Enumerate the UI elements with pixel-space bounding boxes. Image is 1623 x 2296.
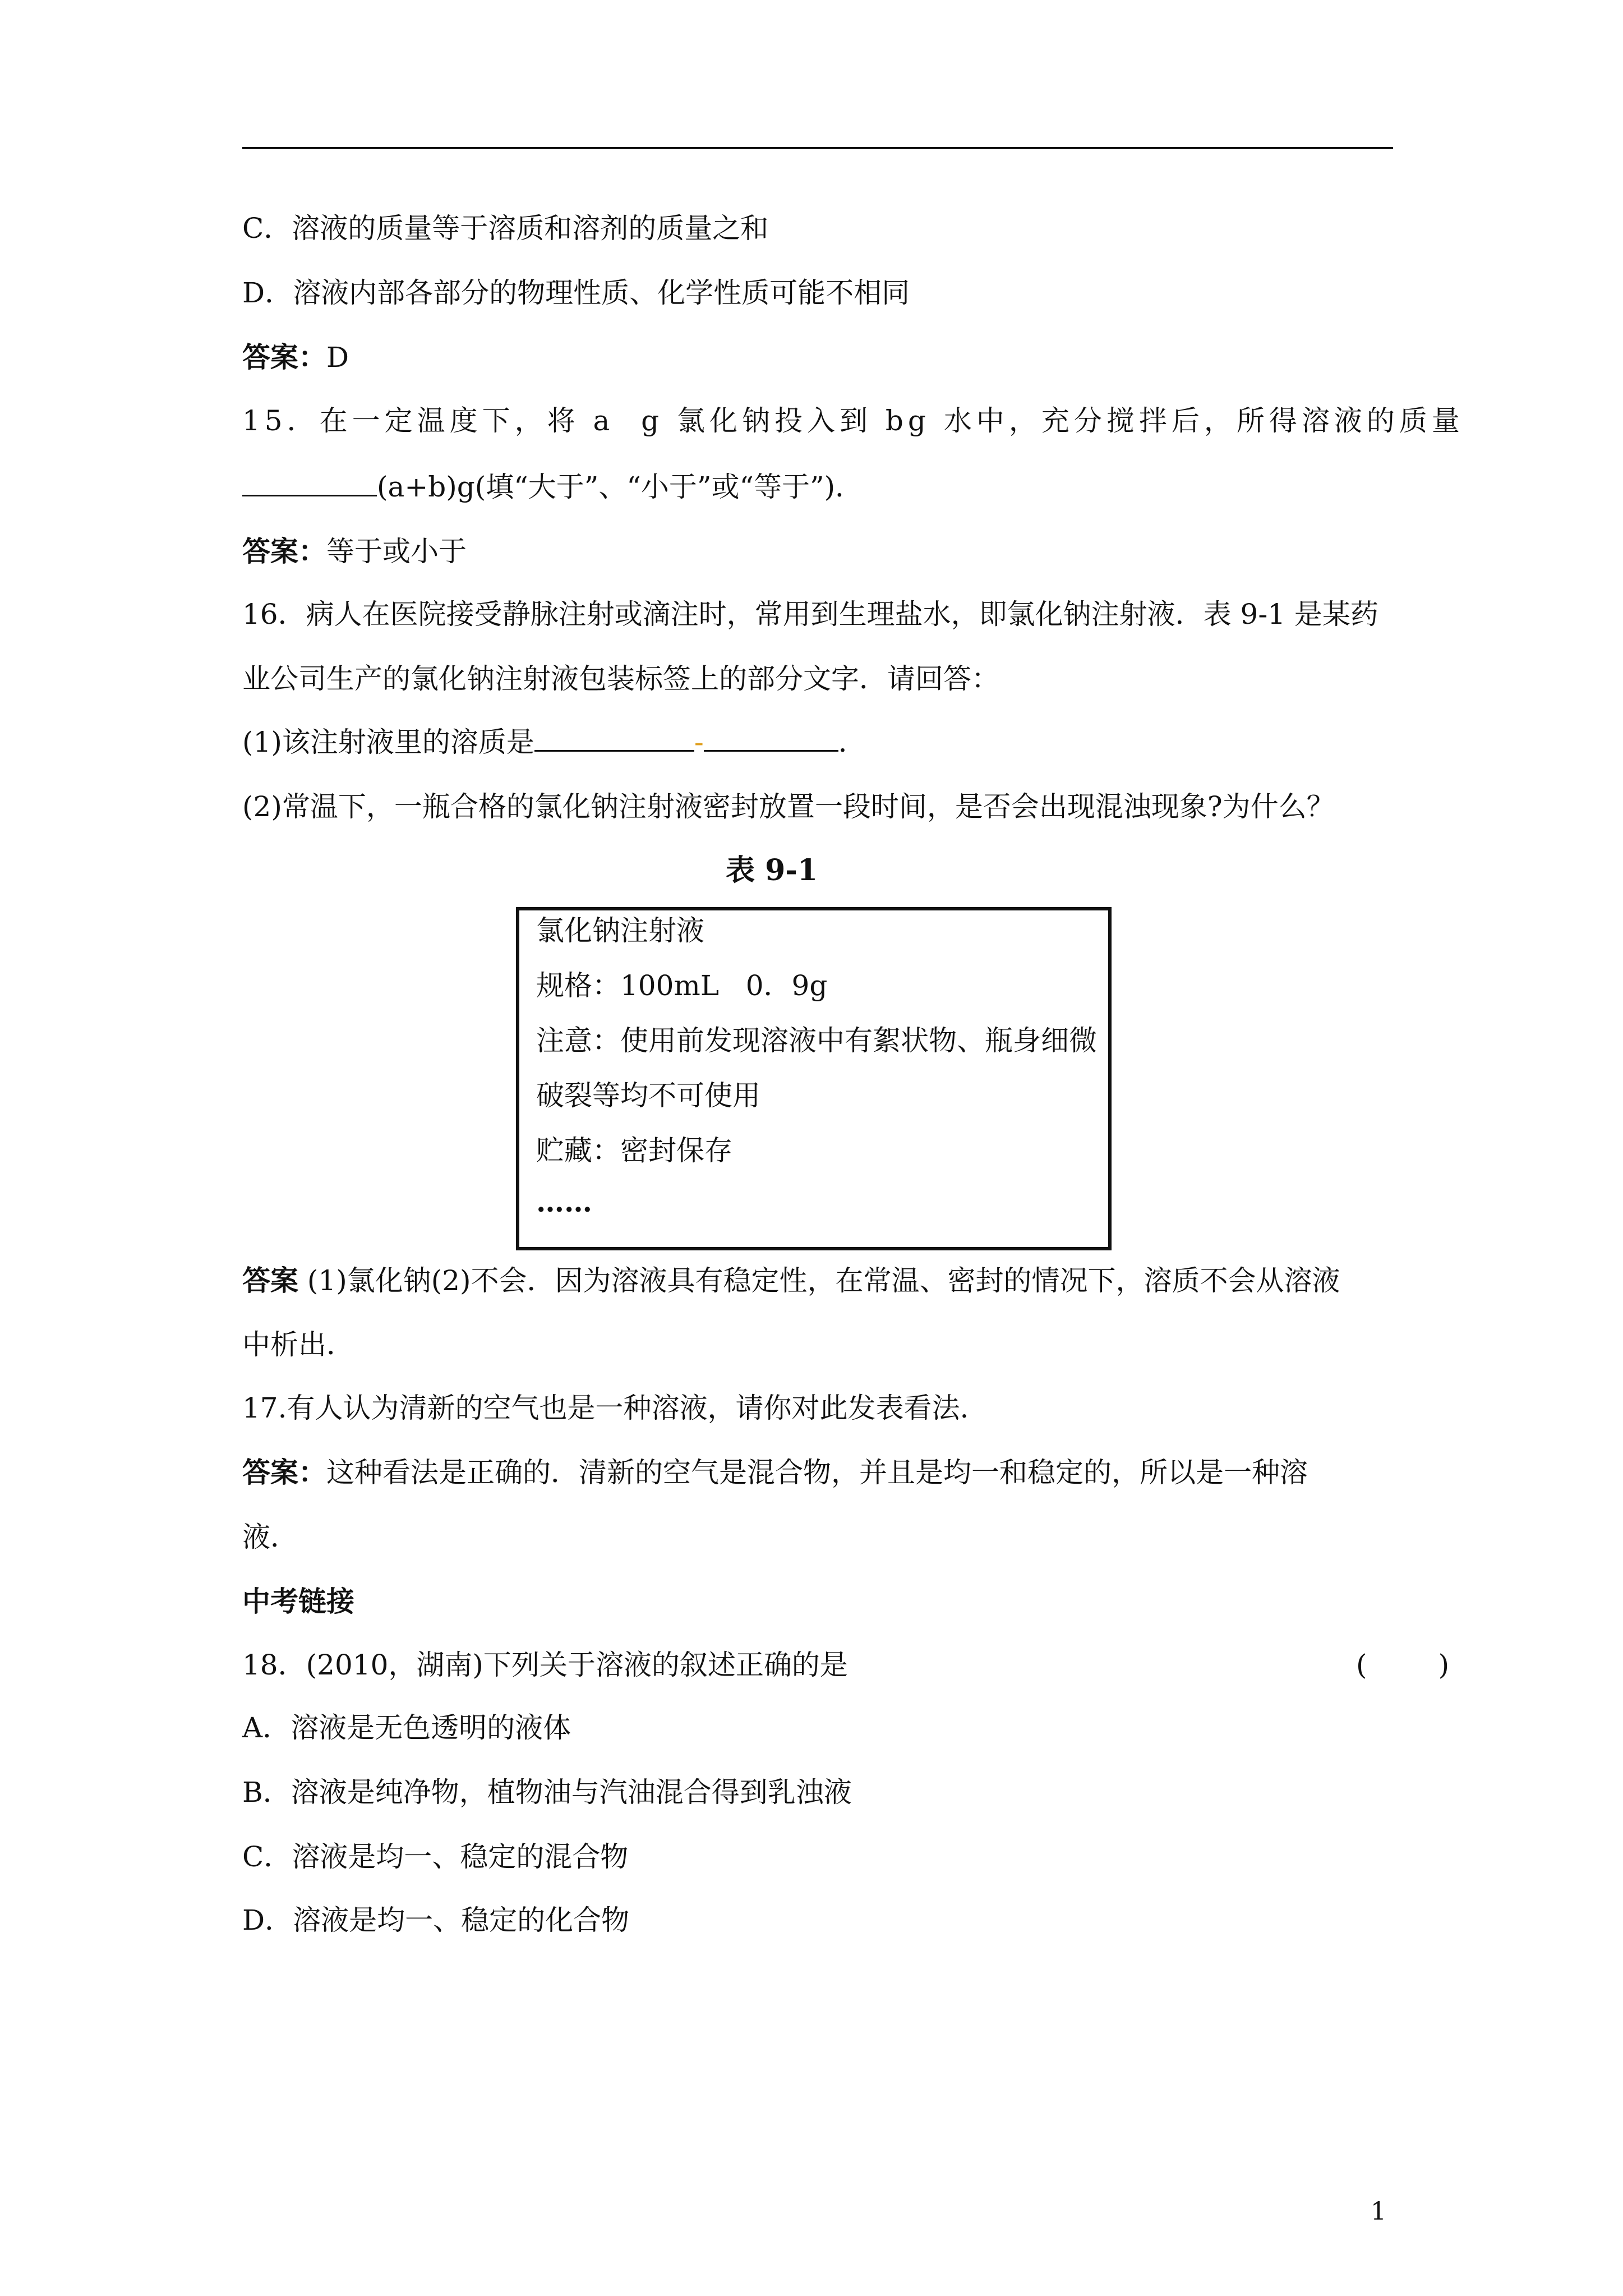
question-18-option-d: D．溶液是均一、稳定的化合物: [242, 1904, 630, 1936]
question-16-sub-1-prefix: (1)该注射液里的溶质是: [242, 726, 534, 758]
page-number: 1: [1371, 2197, 1386, 2226]
question-16-sub-1: [242, 725, 866, 759]
question-16-sub-1-suffix: ．: [838, 726, 866, 758]
question-16-line-1: 16．病人在医院接受静脉注射或滴注时，常用到生理盐水，即氯化钠注射液．表 9-1 是某药: [242, 598, 1378, 631]
question-18: 18．(2010，湖南)下列关于溶液的叙述正确的是: [242, 1649, 848, 1681]
question-18-option-a: A．溶液是无色透明的液体: [242, 1711, 571, 1744]
answer-label: 答案：: [242, 535, 326, 568]
answer-label: 答案：: [242, 341, 326, 374]
question-18-option-b: B．溶液是纯净物，植物油与汽油混合得到乳浊液: [242, 1776, 852, 1809]
question-15-line-2-text: (a+b)g(填“大于”、“小于”或“等于”)．: [377, 471, 864, 503]
answer-17-line-1: [242, 1456, 1308, 1489]
option-d-top: D．溶液内部各部分的物理性质、化学性质可能不相同: [242, 277, 910, 309]
answer-17-line-2: 液．: [242, 1521, 298, 1553]
question-16-line-2: 业公司生产的氯化钠注射液包装标签上的部分文字．请回答：: [242, 662, 999, 695]
injection-label-box: [516, 907, 1112, 1250]
label-box-line: 氯化钠注射液: [536, 914, 704, 947]
question-15-line-1: 15．在一定温度下，将 a g 氯化钠投入到 bg 水中，充分搅拌后，所得溶液的质量: [242, 404, 1464, 437]
answer-paren: ( ): [1356, 1649, 1450, 1681]
question-16-sub-2: (2)常温下，一瓶合格的氯化钠注射液密封放置一段时间，是否会出现混浊现象?为什么？: [242, 790, 1335, 823]
label-box-line: 注意：使用前发现溶液中有絮状物、瓶身细微: [536, 1024, 1097, 1057]
answer-17-text: 这种看法是正确的．清新的空气是混合物，并且是均一和稳定的，所以是一种溶: [326, 1456, 1308, 1489]
answer-16-line-1: [242, 1264, 1340, 1297]
answer-blank: [534, 725, 694, 752]
answer-16-text: (1)氯化钠(2)不会．因为溶液具有稳定性，在常温、密封的情况下，溶质不会从溶液: [298, 1264, 1340, 1297]
label-box-line: 破裂等均不可使用: [536, 1079, 760, 1112]
answer-15-value: 等于或小于: [326, 535, 467, 568]
label-box-line: 贮藏：密封保存: [536, 1134, 732, 1167]
table-title: 表 9-1: [726, 853, 818, 887]
label-box-line: 规格：100mL 0．9g: [536, 969, 828, 1002]
answer-blank: [704, 725, 838, 752]
section-heading: 中考链接: [242, 1585, 354, 1618]
header-rule: [242, 147, 1393, 149]
answer-16-label: 答案: [242, 1264, 298, 1297]
answer-label: 答案：: [242, 1456, 326, 1489]
question-15-line-2: [242, 470, 863, 504]
answer-15: [242, 535, 467, 568]
question-17: 17.有人认为清新的空气也是一种溶液，请你对此发表看法.: [242, 1392, 969, 1424]
answer-14: [242, 341, 349, 374]
label-box-line: ……: [536, 1185, 592, 1218]
answer-blank: [242, 470, 377, 496]
answer-16-line-2: 中析出．: [242, 1328, 354, 1361]
answer-14-value: D: [326, 341, 349, 374]
question-18-option-c: C．溶液是均一、稳定的混合物: [242, 1841, 629, 1873]
stray-mark: -: [694, 726, 704, 758]
option-c-top: C．溶液的质量等于溶质和溶剂的质量之和: [242, 212, 769, 245]
